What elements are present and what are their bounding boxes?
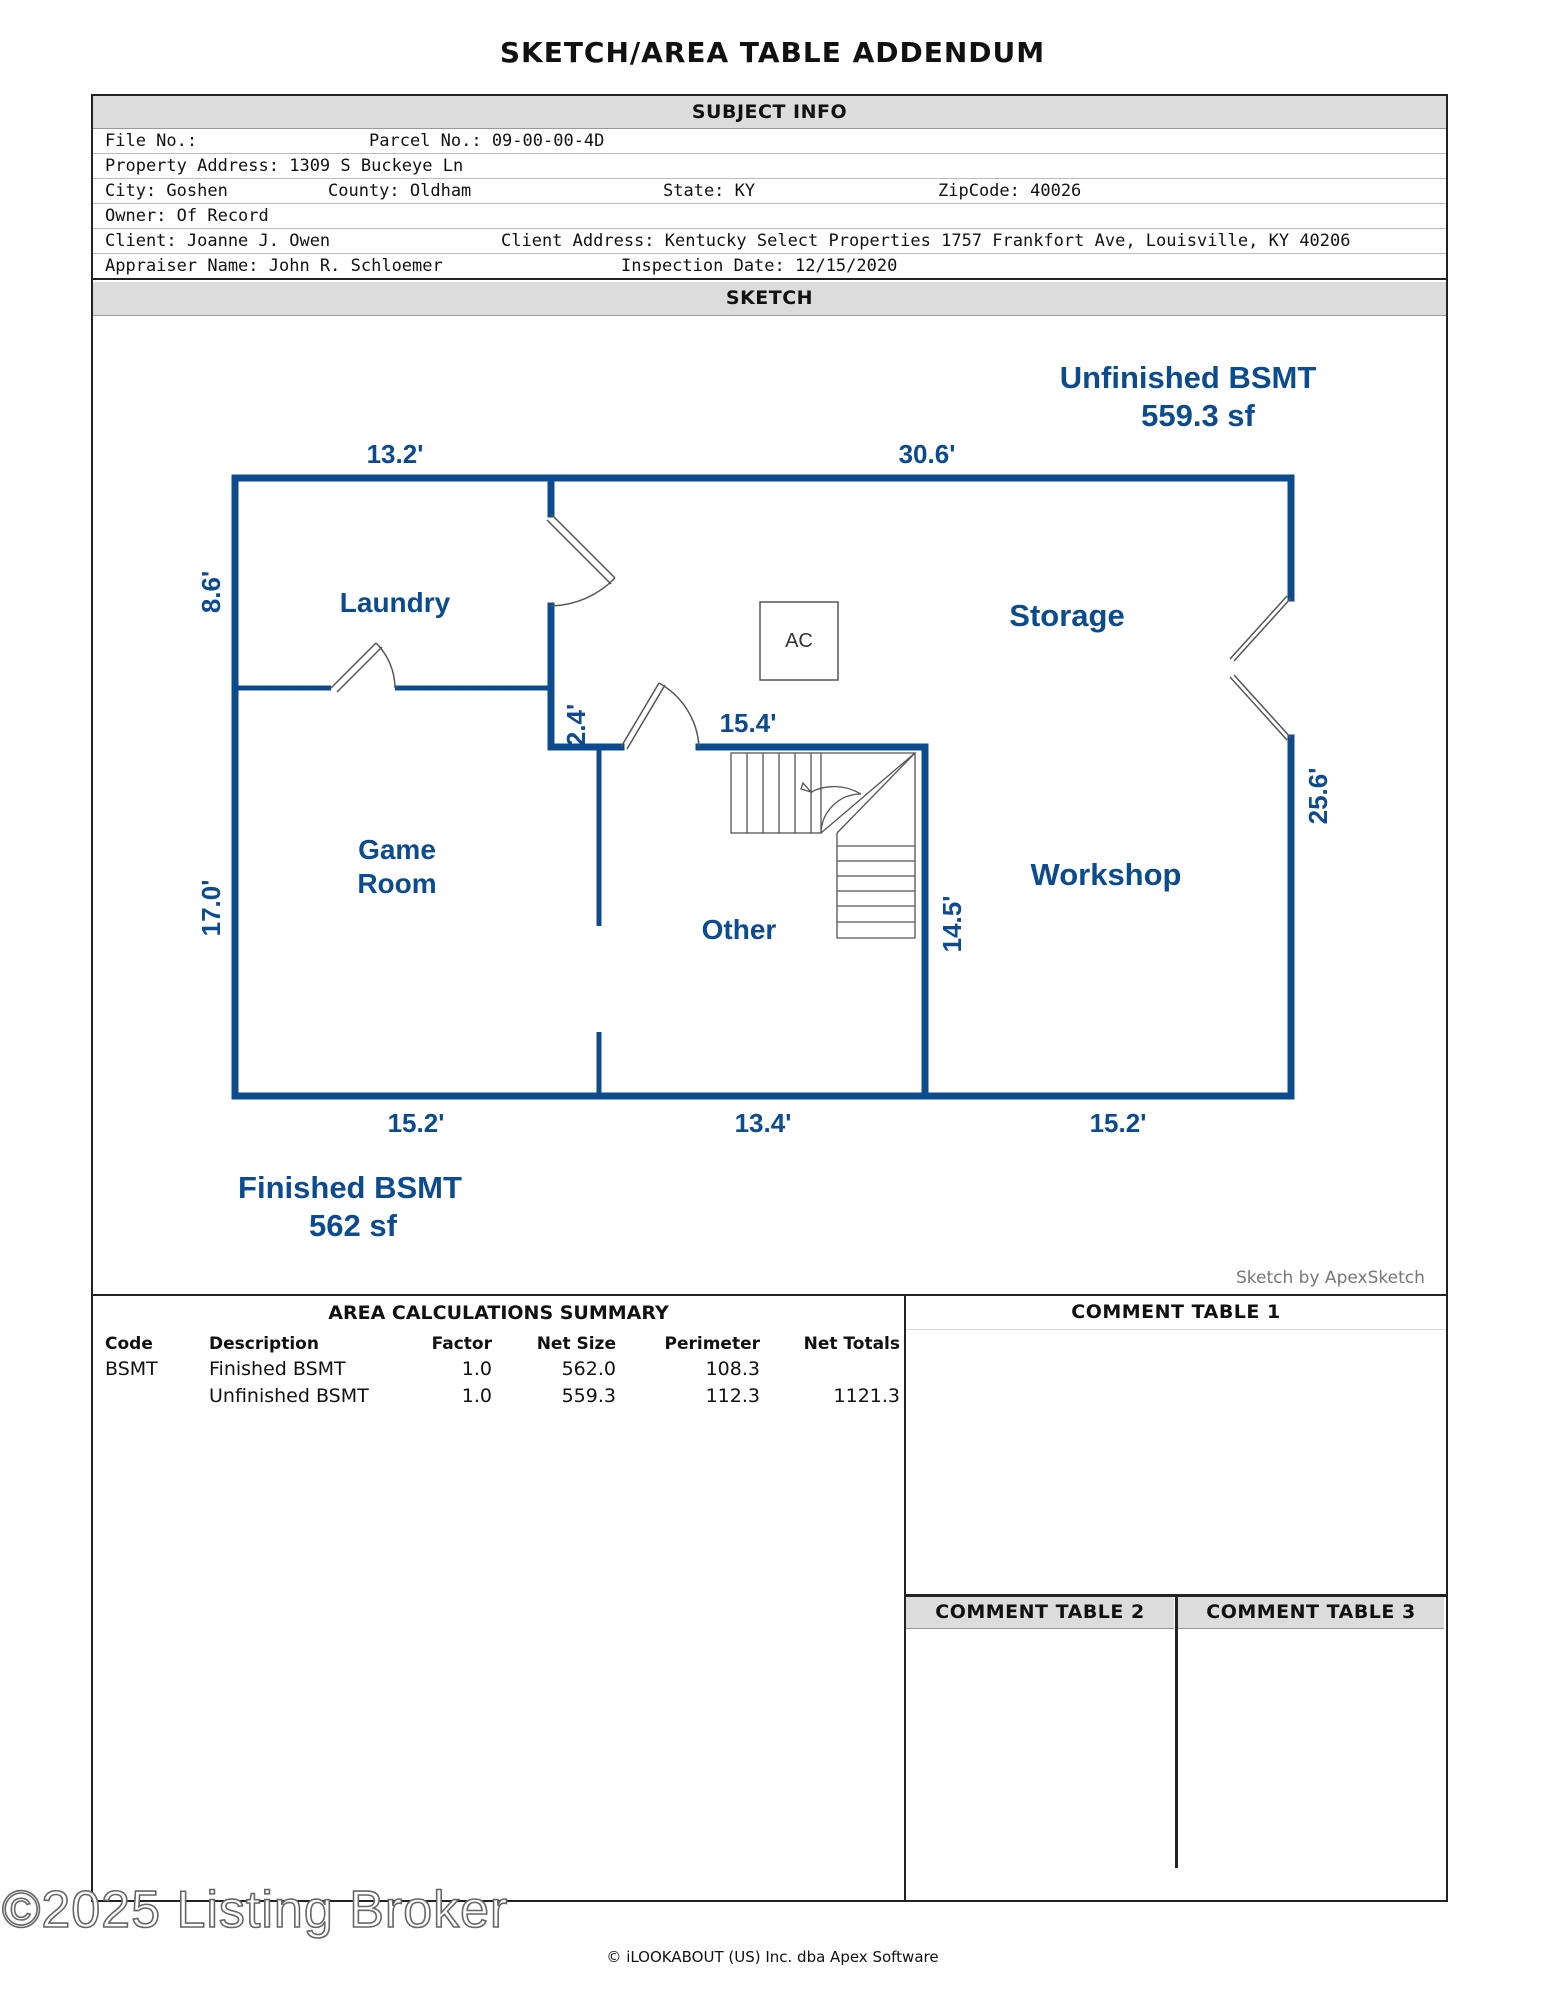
appraiser-name: Appraiser Name: John R. Schloemer: [105, 256, 443, 276]
storage-label: Storage: [1009, 598, 1125, 633]
laundry-label: Laundry: [339, 587, 451, 618]
file-no: File No.:: [105, 131, 198, 151]
unfinished-bsmt-area: 559.3 sf: [1141, 398, 1255, 433]
sketch-credit: Sketch by ApexSketch: [1236, 1268, 1425, 1288]
row1-net-size: 562.0: [561, 1358, 616, 1380]
state: State: KY: [663, 181, 756, 201]
ac-label: AC: [785, 630, 813, 652]
county: County: Oldham: [328, 181, 472, 201]
info-row-client: [93, 229, 1446, 254]
subject-info-heading: SUBJECT INFO: [93, 96, 1446, 129]
info-row-owner: [93, 204, 1446, 229]
sketch-heading: SKETCH: [93, 282, 1446, 316]
row2-net-totals: 1121.3: [833, 1385, 900, 1407]
owner: Owner: Of Record: [105, 206, 269, 226]
dim-left-upper: 8.6': [196, 570, 226, 614]
info-row-city: [93, 179, 1446, 204]
row2-net-size: 559.3: [561, 1385, 616, 1407]
row1-description: Finished BSMT: [209, 1358, 346, 1380]
workshop-label: Workshop: [1030, 857, 1182, 892]
info-row-appraiser: [93, 254, 1446, 280]
dim-bottom-left: 15.2': [387, 1108, 445, 1138]
other-label: Other: [701, 914, 777, 945]
city: City: Goshen: [105, 181, 228, 201]
col-description: Description: [209, 1334, 319, 1354]
row1-factor: 1.0: [461, 1358, 492, 1380]
comment-table-23-split: [1175, 1596, 1178, 1868]
info-row-file: [93, 129, 1446, 154]
staircase: [731, 753, 915, 938]
dim-stair-top: 15.4': [719, 708, 777, 738]
dim-small-jog: 2.4': [561, 703, 591, 747]
client-address: Client Address: Kentucky Select Properties 1757 Frankfort Ave, Louisville, KY 40206: [501, 231, 1351, 251]
comment-table-1-heading: COMMENT TABLE 1: [906, 1296, 1446, 1330]
row1-code: BSMT: [105, 1358, 158, 1380]
info-row-address: [93, 154, 1446, 179]
game-room-label-line2: Room: [357, 868, 437, 899]
area-calc-heading: AREA CALCULATIONS SUMMARY: [328, 1302, 669, 1324]
floor-plan: [93, 316, 1446, 1294]
document-title: SKETCH/AREA TABLE ADDENDUM: [499, 36, 1046, 69]
listing-broker-watermark: ©2025 Listing Broker: [2, 1881, 509, 1939]
parcel-no: Parcel No.: 09-00-00-4D: [369, 131, 605, 151]
row1-perimeter: 108.3: [705, 1358, 760, 1380]
dim-top-left: 13.2': [366, 439, 424, 469]
laundry-door: [331, 643, 395, 692]
col-perimeter: Perimeter: [664, 1334, 760, 1354]
col-net-totals: Net Totals: [803, 1334, 900, 1354]
dim-stair-side: 14.5': [937, 895, 967, 953]
other-door: [621, 683, 699, 749]
client: Client: Joanne J. Owen: [105, 231, 331, 251]
sketch-area: [93, 316, 1446, 1294]
finished-bsmt-label: Finished BSMT: [238, 1170, 462, 1205]
zip-code: ZipCode: 40026: [938, 181, 1082, 201]
unfinished-bsmt-label: Unfinished BSMT: [1059, 360, 1317, 395]
double-door: [1230, 596, 1291, 740]
game-room-label-line1: Game: [358, 834, 436, 865]
row2-factor: 1.0: [461, 1385, 492, 1407]
col-code: Code: [105, 1334, 153, 1354]
col-factor: Factor: [431, 1334, 492, 1354]
row2-perimeter: 112.3: [705, 1385, 760, 1407]
dim-right-side: 25.6': [1303, 767, 1333, 825]
storage-door: [547, 514, 615, 606]
comment-table-2-heading: COMMENT TABLE 2: [906, 1597, 1174, 1629]
row2-description: Unfinished BSMT: [209, 1385, 369, 1407]
col-net-size: Net Size: [536, 1334, 616, 1354]
dim-left-lower: 17.0': [196, 879, 226, 937]
software-footer: © iLOOKABOUT (US) Inc. dba Apex Software: [606, 1948, 939, 1966]
inspection-date: Inspection Date: 12/15/2020: [621, 256, 898, 276]
dim-top-right: 30.6': [898, 439, 956, 469]
comment-table-3-heading: COMMENT TABLE 3: [1178, 1597, 1444, 1629]
property-address: Property Address: 1309 S Buckeye Ln: [105, 156, 464, 176]
dim-bottom-mid: 13.4': [734, 1108, 792, 1138]
dim-bottom-right: 15.2': [1089, 1108, 1147, 1138]
finished-bsmt-area: 562 sf: [309, 1208, 397, 1243]
